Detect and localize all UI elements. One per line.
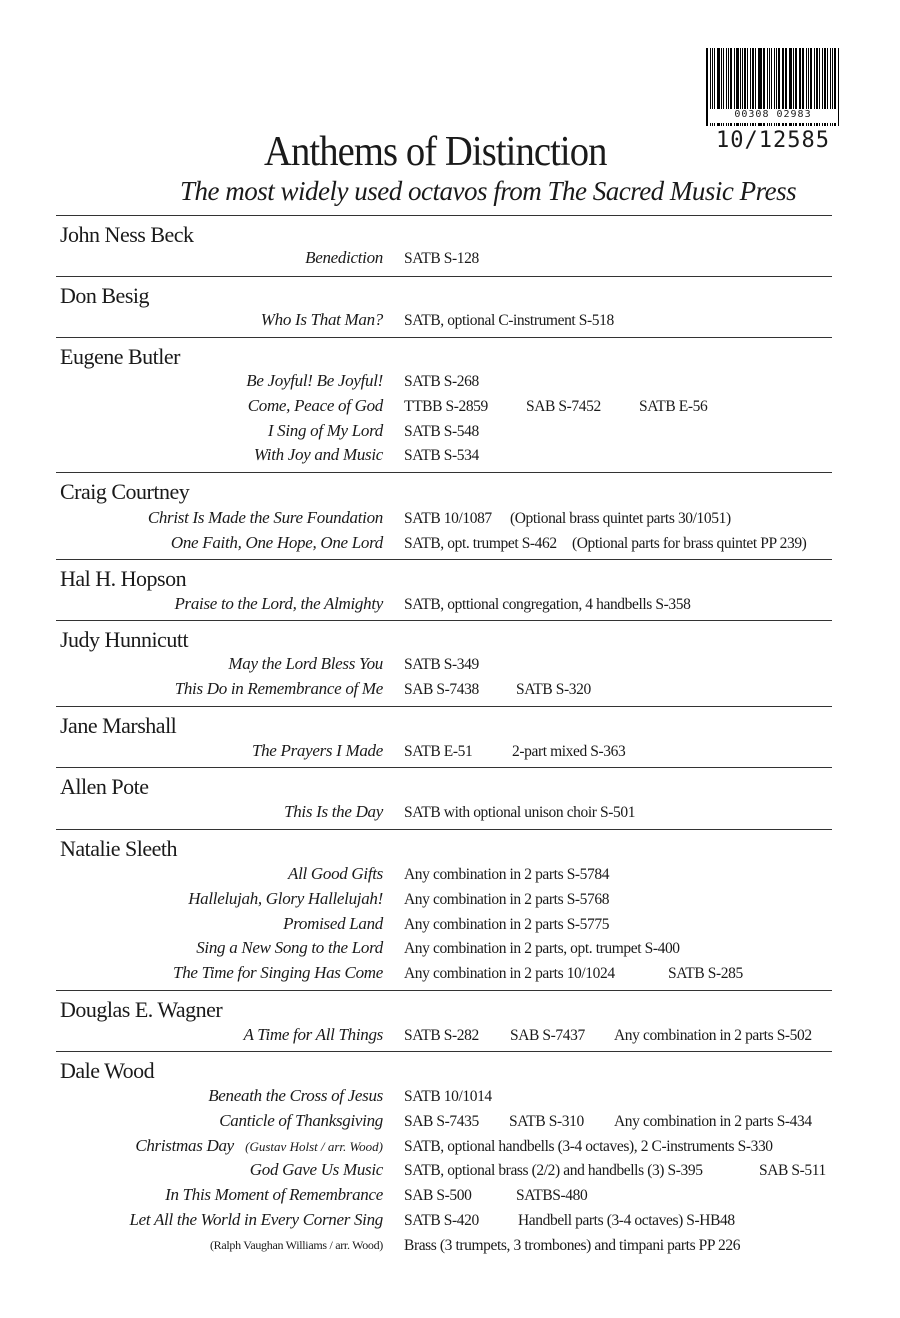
page-title: Anthems of Distinction xyxy=(264,129,607,175)
section-divider xyxy=(56,706,832,707)
piece-title-text: Promised Land xyxy=(283,913,383,933)
composer-name: Douglas E. Wagner xyxy=(60,997,223,1022)
edition-text: SATB, optional brass (2/2) and handbells (3) S-395 xyxy=(404,1162,703,1180)
piece-title xyxy=(188,889,383,909)
arranger-note: (Gustav Holst / arr. Wood) xyxy=(241,1138,383,1154)
piece-title-text: Let All the World in Every Corner Sing xyxy=(129,1210,383,1229)
section-divider xyxy=(56,620,832,621)
piece-title xyxy=(246,371,383,391)
edition-text: SATB, opttional congregation, 4 handbells S-358 xyxy=(404,596,691,613)
edition-text: SAB S-7435 xyxy=(404,1112,479,1130)
piece-title-text: With Joy and Music xyxy=(253,445,383,465)
piece-title xyxy=(283,914,383,934)
composer-name: Allen Pote xyxy=(60,774,149,799)
edition-text: SATB, optional handbells (3-4 octaves), 2 C-instruments S-330 xyxy=(404,1137,773,1155)
composer-name: Craig Courtney xyxy=(60,479,190,504)
piece-title-text: The Prayers I Made xyxy=(251,741,383,760)
piece-title-text: Canticle of Thanksgiving xyxy=(219,1110,383,1130)
edition-text: SATB S-534 xyxy=(404,447,479,465)
section-divider xyxy=(56,767,832,768)
edition-text: SATB S-285 xyxy=(668,965,743,983)
edition-text: SAB S-500 xyxy=(404,1187,472,1205)
edition-text: Any combination in 2 parts S-5768 xyxy=(404,890,610,908)
edition-text: SATB S-310 xyxy=(509,1112,584,1130)
composer-name: Eugene Butler xyxy=(60,344,180,369)
section-divider xyxy=(56,559,832,560)
piece-title xyxy=(288,864,383,884)
piece-title xyxy=(210,1238,383,1253)
composer-name: Judy Hunnicutt xyxy=(60,627,189,652)
edition-text: SATB E-51 xyxy=(404,743,473,760)
piece-title xyxy=(208,1086,383,1106)
section-divider xyxy=(56,1051,832,1052)
piece-title-text: Praise to the Lord, the Almighty xyxy=(174,594,383,613)
piece-title-text: Christmas Day xyxy=(135,1135,234,1155)
piece-title xyxy=(250,1160,383,1180)
piece-title xyxy=(305,248,383,268)
edition-text: Brass (3 trumpets, 3 trombones) and timpani parts PP 226 xyxy=(404,1236,741,1254)
edition-text: Any combination in 2 parts S-434 xyxy=(614,1112,812,1130)
piece-title-text: Christ Is Made the Sure Foundation xyxy=(147,508,383,527)
edition-text: SATB S-128 xyxy=(404,250,479,267)
piece-title xyxy=(171,533,383,553)
section-divider xyxy=(56,472,832,473)
composer-name: Dale Wood xyxy=(60,1058,155,1083)
section-divider xyxy=(56,215,832,216)
piece-title xyxy=(175,679,383,699)
piece-title xyxy=(148,508,383,528)
piece-title xyxy=(254,445,383,465)
edition-text: SATB S-282 xyxy=(404,1027,479,1044)
piece-title-text: One Faith, One Hope, One Lord xyxy=(170,532,383,552)
piece-title xyxy=(165,1185,383,1205)
piece-title-text: I Sing of My Lord xyxy=(267,420,383,440)
piece-title-text: In This Moment of Remembrance xyxy=(165,1185,383,1205)
edition-text: SATB S-548 xyxy=(404,422,479,440)
section-divider xyxy=(56,276,832,277)
piece-title xyxy=(174,594,383,614)
piece-title xyxy=(244,1025,384,1045)
piece-title-text: Who Is That Man? xyxy=(260,310,383,329)
piece-title xyxy=(173,963,383,983)
edition-text: SATB S-420 xyxy=(404,1212,479,1229)
piece-title-text: Come, Peace of God xyxy=(247,395,383,415)
piece-title-text: (Ralph Vaughan Williams / arr. Wood) xyxy=(209,1237,383,1252)
edition-text: SATB S-268 xyxy=(404,373,479,390)
piece-title-text: Beneath the Cross of Jesus xyxy=(208,1086,383,1105)
edition-text: SATB with optional unison choir S-501 xyxy=(404,804,636,821)
piece-title-text: A Time for All Things xyxy=(243,1025,383,1044)
composer-name: Don Besig xyxy=(60,283,149,308)
edition-text: SAB S-7452 xyxy=(526,397,601,415)
edition-text: SATB S-320 xyxy=(516,680,591,698)
composer-name: John Ness Beck xyxy=(60,222,194,247)
edition-text: (Optional brass quintet parts 30/1051) xyxy=(510,510,731,527)
piece-title xyxy=(268,421,383,441)
piece-title xyxy=(248,396,383,416)
composer-name: Jane Marshall xyxy=(60,713,177,738)
edition-text: TTBB S-2859 xyxy=(404,397,488,415)
section-divider xyxy=(56,829,832,830)
piece-title-text: This Do in Remembrance of Me xyxy=(174,678,383,698)
edition-text: SATB 10/1014 xyxy=(404,1088,492,1105)
piece-title-text: All Good Gifts xyxy=(288,864,383,883)
section-divider xyxy=(56,990,832,991)
piece-title-text: May the Lord Bless You xyxy=(228,654,383,673)
piece-title xyxy=(261,310,383,330)
piece-title-text: The Time for Singing Has Come xyxy=(173,963,383,983)
piece-title xyxy=(135,1136,383,1156)
piece-title-text: This Is the Day xyxy=(284,802,383,821)
edition-text: SAB S-7438 xyxy=(404,680,479,698)
edition-text: SATB, opt. trumpet S-462 xyxy=(404,534,557,552)
edition-text: Any combination in 2 parts S-502 xyxy=(614,1027,812,1044)
edition-text: SATBS-480 xyxy=(516,1187,588,1205)
piece-title-text: Be Joyful! Be Joyful! xyxy=(246,371,383,390)
edition-text: SATB, optional C-instrument S-518 xyxy=(404,312,614,329)
composer-name: Natalie Sleeth xyxy=(60,836,178,861)
piece-title-text: God Gave Us Music xyxy=(249,1160,383,1180)
piece-title xyxy=(219,1111,383,1131)
edition-text: Any combination in 2 parts, opt. trumpet S-400 xyxy=(404,940,680,958)
piece-title-text: Benediction xyxy=(305,248,383,267)
piece-title-text: Hallelujah, Glory Hallelujah! xyxy=(188,888,383,908)
edition-text: SAB S-7437 xyxy=(510,1027,585,1044)
piece-title xyxy=(129,1210,383,1230)
piece-title xyxy=(228,654,383,674)
edition-text: SATB E-56 xyxy=(639,397,708,415)
piece-title xyxy=(196,938,383,958)
edition-text: Any combination in 2 parts S-5775 xyxy=(404,915,610,933)
piece-title xyxy=(252,741,383,761)
edition-text: 2-part mixed S-363 xyxy=(512,743,626,760)
edition-text: SATB S-349 xyxy=(404,656,479,673)
barcode-digits: 00308 02983 xyxy=(708,109,838,123)
piece-title xyxy=(284,802,383,822)
edition-text: Handbell parts (3-4 octaves) S-HB48 xyxy=(518,1212,735,1229)
composer-name: Hal H. Hopson xyxy=(60,566,187,591)
piece-title-text: Sing a New Song to the Lord xyxy=(196,938,383,958)
edition-text: Any combination in 2 parts 10/1024 xyxy=(404,965,615,983)
edition-text: Any combination in 2 parts S-5784 xyxy=(404,866,610,883)
edition-text: SATB 10/1087 xyxy=(404,510,492,527)
page-subtitle: The most widely used octavos from The Sacred Music Press xyxy=(180,176,797,206)
edition-text: (Optional parts for brass quintet PP 239) xyxy=(572,534,807,552)
section-divider xyxy=(56,337,832,338)
edition-text: SAB S-511 xyxy=(759,1162,826,1180)
catalog-number: 10/12585 xyxy=(716,128,830,153)
